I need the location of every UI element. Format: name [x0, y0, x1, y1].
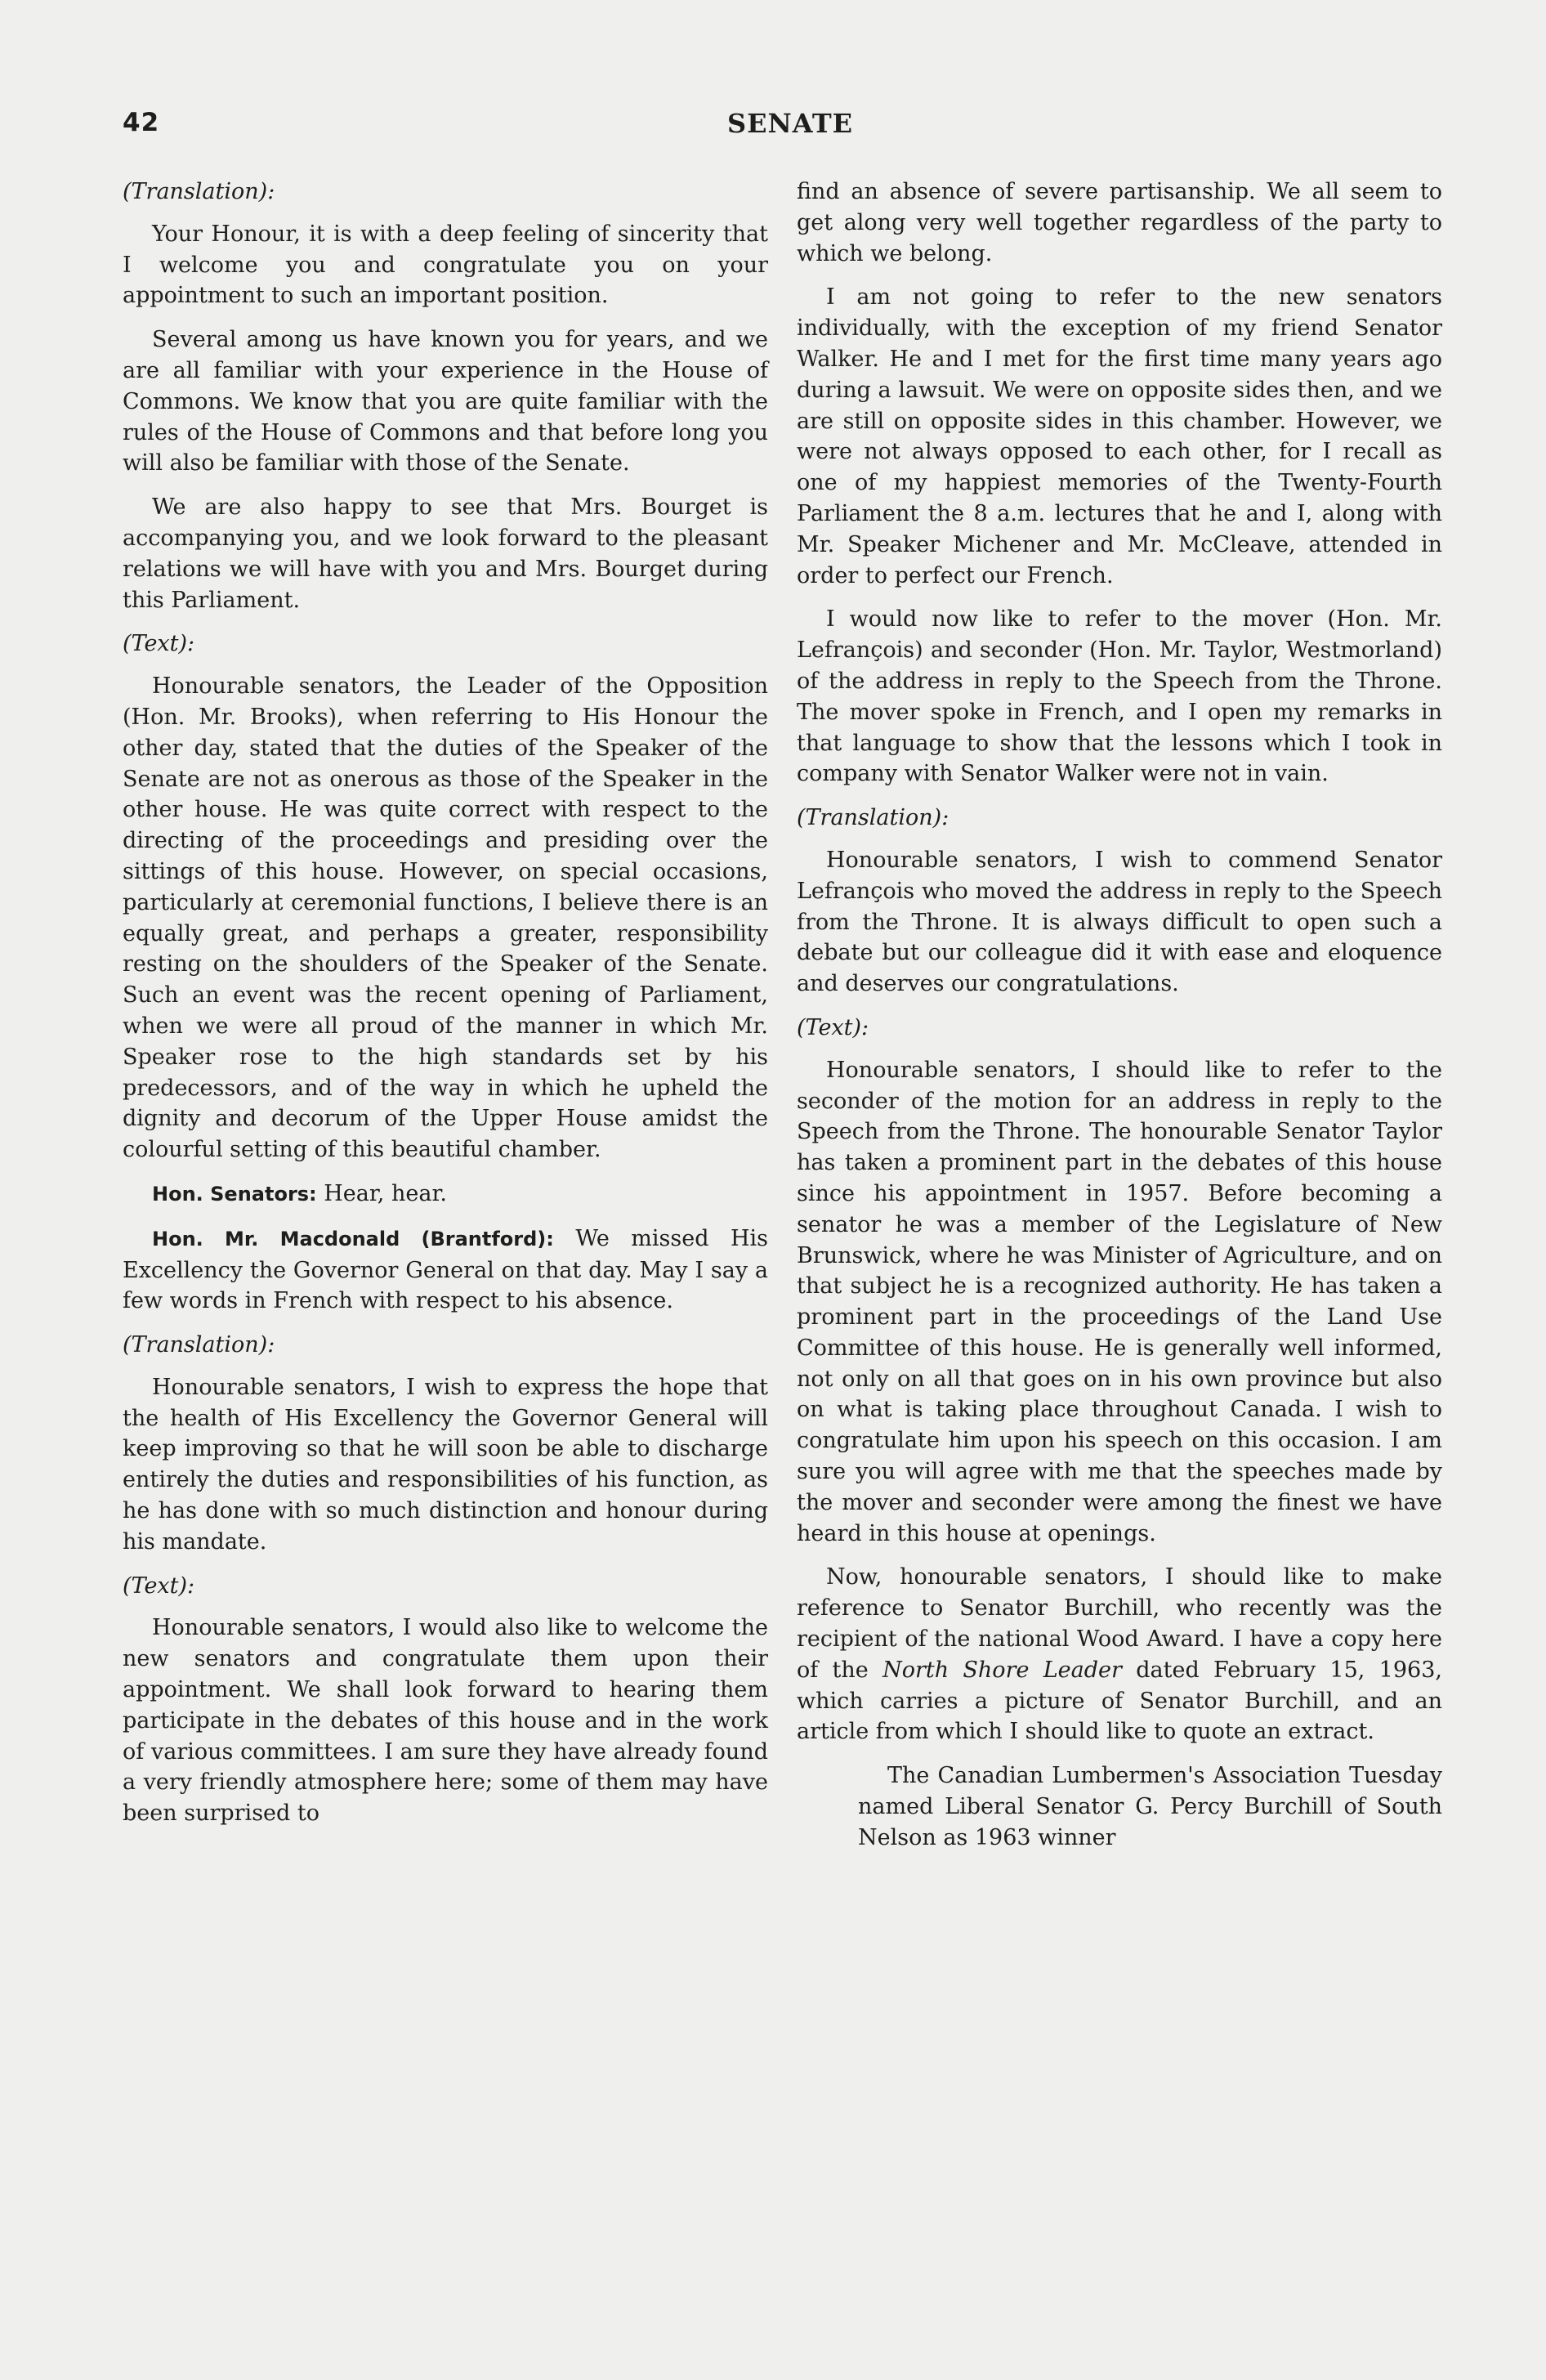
text-label: (Text):: [123, 631, 195, 657]
text-label: (Text):: [797, 1014, 869, 1040]
left-column: [123, 177, 768, 1842]
text-label: (Text):: [123, 1572, 195, 1599]
paragraph: Honourable senators, I wish to express the hope that the health of His Excellency the Governor General will keep improving so that he will soon be able to discharge entirely the duties and responsibilities of his function, as he has done with so much distinction and honour during his mandate.: [123, 1374, 768, 1555]
speech-paragraph: [123, 1224, 768, 1317]
speech-text: We missed His Excellency the Governor General on that day. May I say a few words in French with respect to his absence.: [123, 1225, 768, 1314]
paragraph-text: Now, honourable senators, I should like to make reference to Senator Burchill, who recently was the recipient of the national Wood Award. I have a copy here of the: [797, 1564, 1442, 1683]
page-number: 42: [123, 108, 160, 137]
paragraph: Honourable senators, the Leader of the Opposition (Hon. Mr. Brooks), when referring to His Honour the other day, stated that the duties of the Speaker of the Senate are not as onerous as those of the Speaker in the other house. He was quite correct with respect to the directing of the proceedings and presiding over the sittings of this house. However, on special occasions, particularly at ceremonial functions, I believe there is an equally great, and perhaps a greater, responsibility resting on the shoulders of the Speaker of the Senate. Such an event was the recent opening of Parliament, when we were all proud of the manner in which Mr. Speaker rose to the high standards set by his predecessors, and of the way in which he upheld the dignity and decorum of the Upper House amidst the colourful setting of this beautiful chamber.: [123, 673, 768, 1163]
publication-title: North Shore Leader: [882, 1657, 1122, 1683]
paragraph: I am not going to refer to the new senators individually, with the exception of my friend Senator Walker. He and I met for the first time many years ago during a lawsuit. We were on opposite sides then, and we are still on opposite sides in this chamber. However, we were not always opposed to each other, for I recall as one of my happiest memories of the Twenty-Fourth Parliament the 8 a.m. lectures that he and I, along with Mr. Speaker Michener and Mr. McCleave, attended in order to perfect our French.: [797, 284, 1442, 588]
speech-text: Hear, hear.: [324, 1180, 447, 1206]
paragraph: I would now like to refer to the mover (Hon. Mr. Lefrançois) and seconder (Hon. Mr. Taylor, Westmorland) of the address in reply to the Speech from the Throne. The mover spoke in French, and I open my remarks in that language to show that the lessons which I took in company with Senator Walker were not in vain.: [797, 606, 1442, 787]
page-header: [123, 108, 1454, 149]
paragraph: [797, 1562, 1442, 1747]
paragraph: Honourable senators, I wish to commend Senator Lefrançois who moved the address in reply to the Speech from the Throne. It is always difficult to open such a debate but our colleague did it with ease and eloquence and deserves our congratulations.: [797, 847, 1442, 997]
speaker-name: Hon. Mr. Macdonald (Brantford):: [152, 1227, 554, 1250]
right-column: [797, 177, 1442, 1854]
translation-label: (Translation):: [123, 179, 275, 204]
continued-paragraph: find an absence of severe partisanship. We all seem to get along very well together regardless of the party to which we belong.: [797, 179, 1442, 266]
speech-paragraph: [123, 1179, 768, 1210]
translation-label: (Translation):: [797, 805, 949, 831]
paragraph: We are also happy to see that Mrs. Bourget is accompanying you, and we look forward to the pleasant relations we will have with you and Mrs. Bourget during this Parliament.: [123, 494, 768, 613]
translation-label: (Translation):: [123, 1332, 275, 1358]
running-head: SENATE: [727, 108, 854, 139]
paragraph: Your Honour, it is with a deep feeling of sincerity that I welcome you and congratulate you on your appointment to such an important position.: [123, 221, 768, 309]
block-quote: The Canadian Lumbermen's Association Tuesday named Liberal Senator G. Percy Burchill of South Nelson as 1963 winner: [858, 1763, 1442, 1850]
paragraph-text: dated February 15, 1963, which carries a picture of Senator Burchill, and an article from which I should like to quote an extract.: [797, 1657, 1442, 1745]
paragraph: Several among us have known you for years, and we are all familiar with your experience in the House of Commons. We know that you are quite familiar with the rules of the House of Commons and that before long you will also be familiar with those of the Senate.: [123, 327, 768, 476]
paragraph: Honourable senators, I should like to refer to the seconder of the motion for an address in reply to the Speech from the Throne. The honourable Senator Taylor has taken a prominent part in the debates of this house since his appointment in 1957. Before becoming a senator he was a member of the Legislature of New Brunswick, where he was Minister of Agriculture, and on that subject he is a recognized authority. He has taken a prominent part in the proceedings of the Land Use Committee of this house. He is generally well informed, not only on all that goes on in his own province but also on what is taking place throughout Canada. I wish to congratulate him upon his speech on this occasion. I am sure you will agree with me that the speeches made by the mover and seconder were among the finest we have heard in this house at openings.: [797, 1057, 1442, 1546]
speaker-name: Hon. Senators:: [152, 1182, 317, 1206]
paragraph: Honourable senators, I would also like to welcome the new senators and congratulate them upon their appointment. We shall look forward to hearing them participate in the debates of this house and in the work of various committees. I am sure they have already found a very friendly atmosphere here; some of them may have been surprised to: [123, 1615, 768, 1827]
